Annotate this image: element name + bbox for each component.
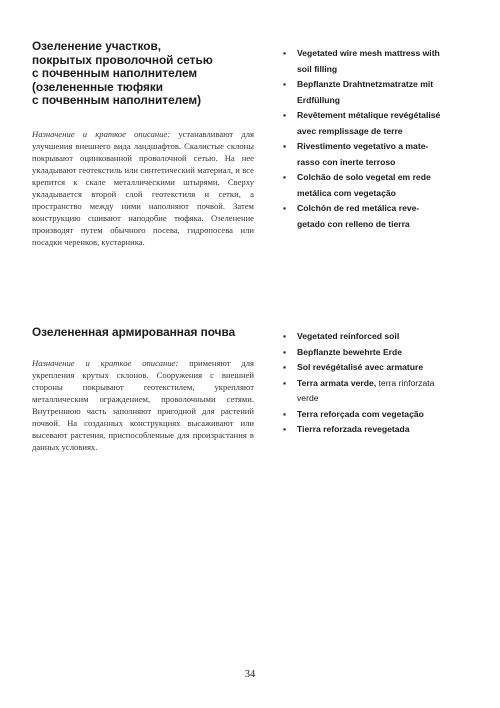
translation-item	[283, 329, 473, 345]
russian-column	[32, 325, 254, 452]
description-label: Назначение и краткое описание:	[32, 129, 171, 139]
translations-column	[283, 46, 473, 232]
translation-line: Revêtement métalique revégétalisé	[297, 110, 441, 120]
bullet-icon: ▪	[283, 331, 287, 341]
bullet-icon: ▪	[283, 141, 287, 151]
bullet-icon: ▪	[283, 424, 287, 434]
translation-item	[283, 46, 473, 77]
heading-line: покрытых проволочной сетью	[32, 52, 213, 67]
translation-line: rasso con inerte terroso	[297, 156, 396, 167]
bullet-icon: ▪	[283, 203, 287, 213]
translations-column	[283, 329, 473, 438]
heading-line: с почвенным наполнителем	[32, 66, 198, 81]
translation-line: Sol revégétalisé avec armature	[297, 362, 424, 372]
translation-item	[283, 360, 473, 376]
translation-item	[283, 345, 473, 361]
translation-item	[283, 108, 473, 139]
translation-item	[283, 77, 473, 108]
translation-line: Colchón de red metálica reve-	[297, 203, 420, 213]
translation-line: Vegetated wire mesh mattress with	[297, 48, 440, 58]
translation-line: Bepflanzte bewehrte Erde	[297, 346, 403, 357]
translation-item	[283, 201, 473, 232]
translation-term-bold: Terra armata verde,	[297, 377, 377, 388]
russian-column	[32, 39, 254, 247]
translation-line: Bepflanzte Drahtnetzmatratze mit	[297, 79, 434, 89]
description-paragraph	[32, 128, 254, 248]
translation-line	[297, 391, 473, 407]
translation-line: Vegetated reinforced soil	[297, 331, 400, 341]
heading-line: (озелененные тюфяки	[32, 79, 164, 94]
bullet-icon: ▪	[283, 48, 287, 58]
translation-line	[297, 376, 473, 392]
heading-line: с почвенным наполнителем)	[32, 93, 202, 108]
description-label: Назначение и краткое описание:	[32, 358, 179, 368]
heading-line: Озеленение участков,	[32, 39, 162, 53]
translation-line: metálica com vegetação	[297, 187, 396, 198]
bullet-icon: ▪	[283, 172, 287, 182]
bullet-icon: ▪	[283, 79, 287, 89]
bullet-icon: ▪	[283, 408, 287, 419]
translation-item	[283, 139, 473, 170]
section-heading	[32, 40, 254, 108]
translation-item	[283, 170, 473, 201]
translation-term-regular: verde	[297, 393, 319, 403]
translation-line: Terra reforçada com vegetação	[297, 408, 424, 419]
description-paragraph	[32, 357, 254, 453]
bullet-icon: ▪	[283, 362, 287, 372]
section-heading	[32, 326, 254, 340]
bullet-icon: ▪	[283, 346, 287, 357]
description-text: устанавливают для улучшения внешнего вида ландшафтов. Скалистые склоны покрывают оцинкованной проволочной сетью. На нее укладывают геотекстиль или синтетический материал, и все крепится к скале металлическими штырями. Сверху укладывается второй слой геотекстиля и сетки, а пространство между ними наполняют почвой. Затем конструкцию сшивают наподобие тюфяка. Озеленение производят путем обычного посева, гидропосева или посадки черенков, кустарника.	[32, 129, 254, 247]
page-number: 34	[244, 669, 256, 680]
translation-line: Rivestimento vegetativo a mate-	[297, 141, 429, 151]
translation-item	[283, 407, 473, 423]
description-text: применяют для укрепления крутых склонов. Сооружения с внешней стороны покрывают геотекстилем, укрепляют металлическим ограждением, проволочными сетями. Внутреннюю часть заполняют пригодной для растений почвой. На созданных конструкциях высаживают или высевают растения, приспособленные для произрастания в данных условиях.	[32, 358, 254, 452]
heading-line: Озелененная армированная почва	[32, 325, 236, 339]
translation-item	[283, 422, 473, 438]
translation-line: soil filling	[297, 63, 338, 74]
translation-line: getado con relleno de tierra	[297, 218, 410, 229]
translation-line: Erdfüllung	[297, 94, 340, 105]
translation-item	[283, 376, 473, 407]
translation-line: avec remplissage de terre	[297, 125, 403, 136]
bullet-icon: ▪	[283, 377, 287, 388]
translation-list	[283, 329, 473, 438]
bullet-icon: ▪	[283, 110, 287, 120]
translation-list	[283, 46, 473, 232]
translation-term-regular: terra rinforzata	[376, 377, 435, 388]
translation-line: Colchão de solo vegetal em rede	[297, 172, 431, 182]
translation-line: Tierra reforzada revegetada	[297, 424, 410, 434]
